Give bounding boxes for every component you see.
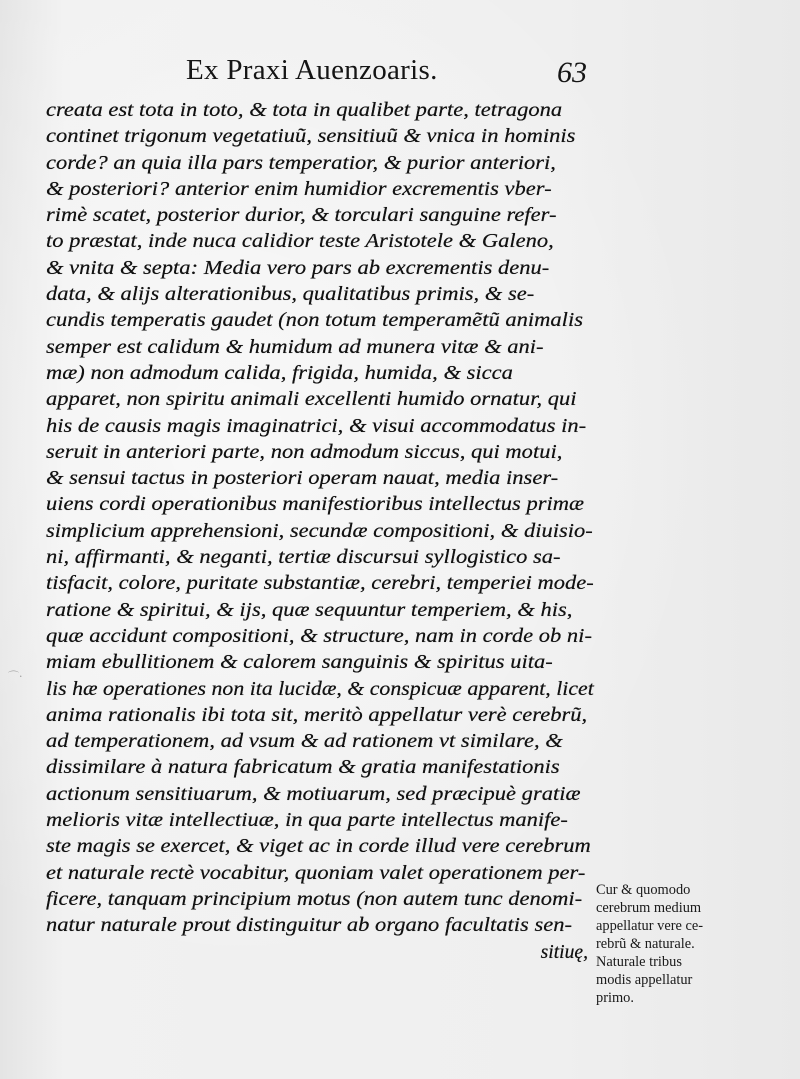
margin-note-line: Naturale tribus: [596, 954, 682, 970]
text-line: lis hæ operationes non ita lucidæ, & conspicuæ apparent, licet: [46, 678, 594, 700]
text-line: rimè scatet, posterior durior, & torculari sanguine refer-: [46, 205, 557, 227]
text-line: mæ) non admodum calida, frigida, humida, & sicca: [46, 362, 513, 384]
text-line: sitiuę,: [540, 941, 588, 963]
text-line: ad temperationem, ad vsum & ad rationem vt similare, &: [46, 731, 563, 753]
margin-note-line: cerebrum medium: [596, 900, 702, 916]
text-line: actionum sensitiuarum, & motiuarum, sed præcipuè gratiæ: [46, 783, 581, 805]
text-line: et naturale rectè vocabitur, quoniam valet operationem per-: [46, 862, 586, 884]
page-number: 63: [557, 56, 587, 89]
text-line: simplicium apprehensioni, secundæ compositioni, & diuisio-: [46, 520, 593, 542]
main-text-block: [46, 98, 596, 966]
text-line: creata est tota in toto, & tota in qualibet parte, tetragona: [46, 100, 563, 121]
text-line: apparet, non spiritu animali excellenti humido ornatur, qui: [46, 389, 577, 411]
margin-note-line: appellatur vere ce-: [596, 918, 704, 934]
text-line: dissimilare à natura fabricatum & gratia manifestationis: [46, 757, 560, 779]
text-line: anima rationalis ibi tota sit, meritò appellatur verè cerebrũ,: [46, 704, 588, 726]
margin-note-line: rebrũ & naturale.: [596, 936, 695, 952]
margin-note-line: Cur & quomodo: [596, 882, 691, 898]
running-head: Ex Praxi Auenzoaris.: [186, 54, 438, 86]
text-line: semper est calidum & humidum ad munera vitæ & ani-: [46, 336, 544, 358]
text-line: to præstat, inde nuca calidior teste Aristotele & Galeno,: [46, 231, 554, 253]
text-line: ratione & spiritui, & ijs, quæ sequuntur temperiem, & his,: [46, 599, 573, 621]
margin-note-line: modis appellatur: [596, 972, 693, 988]
text-line: continet trigonum vegetatiuũ, sensitiuũ & vnica in hominis: [46, 126, 576, 148]
text-line: natur naturale prout distinguitur ab organo facultatis sen-: [46, 915, 572, 937]
text-line: quæ accidunt compositioni, & structure, nam in corde ob ni-: [46, 625, 592, 647]
text-line: ste magis se exercet, & viget ac in corde illud vere cerebrum: [46, 836, 591, 858]
ink-mark-decoration: ⌒·: [8, 670, 23, 683]
text-line: & sensui tactus in posteriori operam nauat, media inser-: [46, 468, 559, 490]
margin-note: [596, 881, 786, 1007]
text-line: & posteriori? anterior enim humidior excrementis vber-: [46, 178, 552, 200]
text-line: data, & alijs alterationibus, qualitatibus primis, & se-: [46, 284, 535, 306]
text-line: ni, affirmanti, & neganti, tertiæ discursui syllogistico sa-: [46, 547, 561, 569]
text-line: miam ebullitionem & calorem sanguinis & spiritus uita-: [46, 652, 553, 674]
text-line: uiens cordi operationibus manifestioribus intellectus primæ: [46, 494, 585, 516]
text-line: cundis temperatis gaudet (non totum temperamẽtũ animalis: [46, 310, 583, 332]
text-line: seruit in anteriori parte, non admodum siccus, qui motui,: [46, 441, 563, 463]
text-line: tisfacit, colore, puritate substantiæ, cerebri, temperiei mode-: [46, 573, 594, 595]
text-line: his de causis magis imaginatrici, & visui accommodatus in-: [46, 415, 587, 437]
text-line: corde? an quia illa pars temperatior, & purior anteriori,: [46, 152, 556, 174]
text-line: melioris vitæ intellectiuæ, in qua parte intellectus manife-: [46, 810, 568, 832]
margin-note-line: primo.: [596, 990, 634, 1006]
text-line: ficere, tanquam principium motus (non autem tunc denomi-: [46, 888, 583, 910]
text-line: & vnita & septa: Media vero pars ab excrementis denu-: [46, 257, 550, 279]
